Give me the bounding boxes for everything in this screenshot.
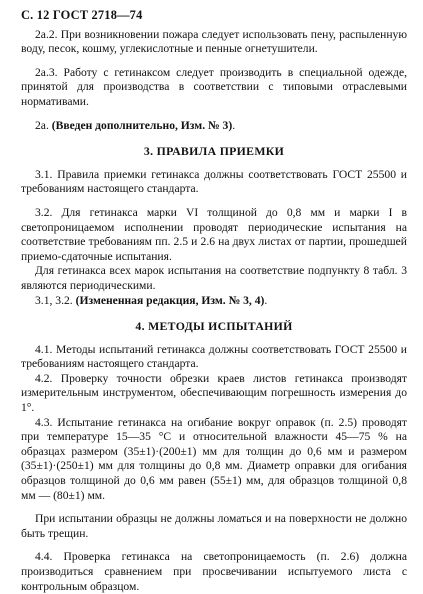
spacer [21, 503, 407, 512]
amendment-note-2a [21, 119, 407, 134]
paragraph-3-2-b: Для гетинакса всех марок испытания на соответствие подпункту 8 табл. 3 являются периодическими. [21, 264, 407, 292]
paragraph-4-3: 4.3. Испытание гетинакса на огибание вокруг оправок (п. 2.5) проводят при температуре 15—35 °С и относительной влажности 45—75 % на образцах размером (35±1)·(200±1) мм для толщин до 0,6 мм и размером (35±1)·(250±1) мм для толщины до 0,8 мм. Диаметр оправки для огибания образцов толщиной до 0,6 мм равен (55±1) мм, для образцов толщиной 0,8 мм — (80±1) мм. [21, 415, 407, 502]
note-prefix: 2а. [35, 118, 52, 132]
paragraph-3-1: 3.1. Правила приемки гетинакса должны соответствовать ГОСТ 25500 и требованиям настоящего стандарта. [21, 167, 407, 196]
paragraph-4-4: 4.4. Проверка гетинакса на светопроницаемость (п. 2.6) должна производиться сравнением при просвечивании испытуемого листа с контрольным образцом. [21, 550, 407, 593]
page-header: С. 12 ГОСТ 2718—74 [21, 8, 143, 22]
note-bold: (Измененная редакция, Изм. № 3, 4) [75, 293, 265, 307]
spacer [21, 110, 407, 119]
spacer [21, 541, 407, 550]
paragraph-4-3-b: При испытании образцы не должны ломаться и на поверхности не должно быть трещин. [21, 512, 407, 540]
paragraph-4-1: 4.1. Методы испытаний гетинакса должны соответствовать ГОСТ 25500 и требованиям настоящего стандарта. [21, 342, 407, 371]
note-suffix: . [264, 293, 268, 307]
section-3-title: 3. ПРАВИЛА ПРИЕМКИ [143, 144, 285, 159]
paragraph-4-2: 4.2. Проверку точности обрезки краев листов гетинакса производят измерительным инструментом, обеспечивающим погрешность измерения до 1°. [21, 371, 407, 415]
spacer [21, 57, 407, 66]
note-prefix: 3.1, 3.2. [35, 293, 76, 307]
amendment-note-3 [21, 294, 407, 309]
paragraph-3-2: 3.2. Для гетинакса марки VI толщиной до 0,8 мм и марки I в светопроницаемом исполнении проводят периодические испытания на соответствие требованиям пп. 2.5 и 2.6 на двух листах от партии, прошедшей приемо-сдаточные испытания. [21, 205, 407, 263]
section-4-title: 4. МЕТОДЫ ИСПЫТАНИЙ [135, 319, 293, 334]
spacer [21, 197, 407, 206]
paragraph-2a2: 2а.2. При возникновении пожара следует использовать пену, распыленную воду, песок, кошму, углекислотные и пенные огнетушители. [21, 27, 407, 56]
note-bold: (Введен дополнительно, Изм. № 3) [51, 118, 233, 132]
note-suffix: . [232, 118, 236, 132]
paragraph-2a3: 2а.3. Работу с гетинаксом следует производить в специальной одежде, принятой для производства в соответствии с типовыми отраслевыми нормативами. [21, 65, 407, 108]
